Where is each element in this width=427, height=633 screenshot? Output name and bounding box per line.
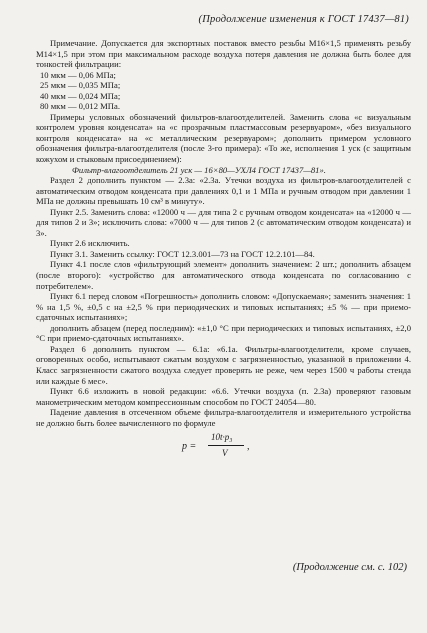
paragraph-item-2-5: Пункт 2.5. Заменить слова: «12000 ч — для типа 2 с ручным отводом конденсата» на «12000 ч — для типов 2 и 3»; исключить слова: «7000 ч — для типов 2 (с автоматическим отводом конденсата) и 3». (36, 206, 411, 238)
paragraph-item-6-1: Пункт 6.1 перед словом «Погрешность» дополнить словом: «Допускаемая»; заменить значения: 1 % на 1,5 %, ±0,5 с на ±2,5 % при периодических и типовых испытаниях; ±5 % — при приемо-сдаточных испытаниях»; (36, 291, 411, 323)
formula-trail: , (247, 441, 250, 453)
pressure-list-item: 40 мкм — 0,024 МПа; (40, 90, 121, 101)
paragraph-pressure-drop: Падение давления в отсеченном объеме фильтра-влагоотделителя и измерительного устройства не должно быть более вычисленного по формуле (36, 407, 411, 428)
formula-lhs: p = (182, 441, 197, 453)
paragraph-section-2: Раздел 2 дополнить пунктом — 2.3а: «2.3а. Утечки воздуха из фильтров-влагоотделителей с автоматическим отводом конденсата при давлениях 0,1 и 1 МПа и ручным отводом при давлении 1 МПа не должны превышать 10 см³ в минуту». (36, 175, 411, 207)
pressure-list-item: 25 мкм — 0,035 МПа; (40, 80, 121, 91)
paragraph-item-4-1: Пункт 4.1 после слов «фильтрующий элемент» дополнить значением: 2 шт.; дополнить абзацем (после второго): «устройство для автоматического отвода конденсата по согласованию с потребителем». (36, 259, 411, 291)
page-header: (Продолжение изменения к ГОСТ 17437—81) (198, 14, 409, 25)
paragraph-item-3-1: Пункт 3.1. Заменить ссылку: ГОСТ 12.3.001—73 на ГОСТ 12.2.101—84. (50, 248, 315, 259)
paragraph-section-6: Раздел 6 дополнить пунктом — 6.1а: «6.1а. Фильтры-влагоотделители, кроме случаев, оговоренных особо, испытывают сжатым воздухом с загрязненностью, указанной в приложении 4. Класс загрязненности сжатого воздуха следует проверять не реже, чем через 1500 ч работы стенда или каждые 6 мес». (36, 343, 411, 386)
formula-numerator: 10t·p₃ (211, 432, 233, 443)
pressure-formula (36, 430, 411, 470)
pressure-list (40, 70, 411, 112)
designation-example: Фильтр-влагоотделитель 21 уск — 16×80—УХЛ4 ГОСТ 17437—81». (72, 164, 326, 175)
formula-denominator: V (222, 448, 228, 459)
pressure-list-item: 10 мкм — 0,06 МПа; (40, 69, 116, 80)
document-body (36, 38, 411, 470)
note-paragraph: Примечание. Допускается для экспортных поставок вместо резьбы М16×1,5 применять резьбу М14×1,5 при этом при максимальном расходе воздуха потеря давления не должна быть более для тонкостей фильтрации: (36, 38, 411, 70)
paragraph-item-2-6: Пункт 2.6 исключить. (50, 238, 130, 249)
page-footer: (Продолжение см. с. 102) (292, 562, 407, 573)
paragraph-designations: Примеры условных обозначений фильтров-влагоотделителей. Заменить слова «с визуальным контролем уровня конденсата» на «с прозрачным пластмассовым резервуаром», «без визуального контроля конденсата» на «с металлическим резервуаром»; дополнить примером условного обозначения фильтра-влагоотделителя (после 3-го примера): «То же, исполнения 1 уск (с защитным кожухом и стыковым присоединением): (36, 111, 411, 165)
fraction-bar (208, 445, 244, 446)
paragraph-item-6-1-addition: дополнить абзацем (перед последним): «±1,0 °С при периодических и типовых испытаниях, ±2,0 °С при приемо-сдаточных испытаниях». (36, 322, 411, 344)
paragraph-item-6-6: Пункт 6.6 изложить в новой редакции: «6.6. Утечки воздуха (п. 2.3а) проверяют газовым манометрическим методом компрессионным способом по ГОСТ 24054—80. (36, 386, 411, 407)
pressure-list-item: 80 мкм — 0,012 МПа. (40, 101, 120, 112)
